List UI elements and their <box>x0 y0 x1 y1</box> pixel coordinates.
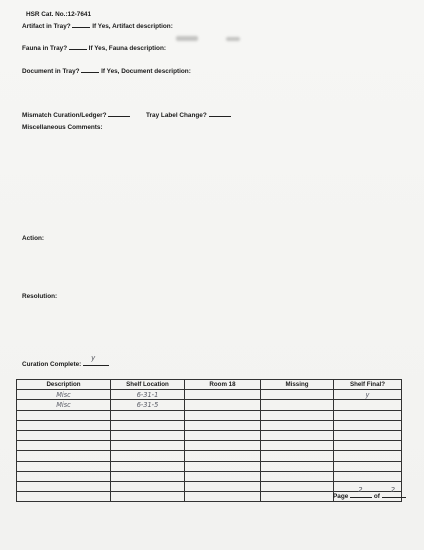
cell-shelf-location[interactable] <box>111 492 185 502</box>
resolution-label: Resolution: <box>22 293 58 300</box>
cell-missing[interactable] <box>261 481 334 491</box>
document-label: Document in Tray? <box>22 68 80 75</box>
cell-missing[interactable] <box>261 441 334 451</box>
cell-shelf-final[interactable] <box>334 430 402 440</box>
page-number-blank <box>350 486 372 498</box>
cell-description[interactable] <box>17 481 111 491</box>
cell-shelf-location[interactable] <box>111 481 185 491</box>
column-header-shelf-location: Shelf Location <box>111 380 185 390</box>
artifact-answer-blank[interactable] <box>72 21 90 28</box>
table-row <box>17 420 402 430</box>
tray-label-row <box>146 110 231 119</box>
curation-complete-label: Curation Complete: <box>22 361 82 368</box>
cell-shelf-location[interactable] <box>111 471 185 481</box>
fauna-row <box>22 43 166 52</box>
mismatch-answer-blank[interactable] <box>108 110 130 117</box>
cell-missing[interactable] <box>261 451 334 461</box>
table-row <box>17 451 402 461</box>
column-header-description: Description <box>17 380 111 390</box>
mismatch-row <box>22 110 130 119</box>
cell-shelf-final[interactable] <box>334 410 402 420</box>
cell-shelf-location[interactable] <box>111 420 185 430</box>
cell-missing[interactable] <box>261 400 334 410</box>
cell-missing[interactable] <box>261 410 334 420</box>
cell-room-18[interactable] <box>185 430 261 440</box>
cell-room-18[interactable] <box>185 481 261 491</box>
cell-missing[interactable] <box>261 420 334 430</box>
artifact-label: Artifact in Tray? <box>22 23 71 30</box>
cell-shelf-location[interactable]: 6-31-5 <box>111 400 185 410</box>
column-header-room-18: Room 18 <box>185 380 261 390</box>
cell-description[interactable]: Misc <box>17 390 111 400</box>
page-number-value: 2 <box>358 486 363 494</box>
cell-room-18[interactable] <box>185 400 261 410</box>
of-label: of <box>373 493 380 500</box>
cell-shelf-final[interactable] <box>334 451 402 461</box>
curation-complete-blank[interactable] <box>83 354 109 366</box>
action-label: Action: <box>22 235 45 242</box>
table-row <box>17 400 402 410</box>
catalog-number-label: HSR Cat. No.: <box>26 11 68 18</box>
cell-shelf-location[interactable] <box>111 461 185 471</box>
cell-room-18[interactable] <box>185 390 261 400</box>
cell-room-18[interactable] <box>185 420 261 430</box>
page-number <box>333 486 406 500</box>
page-label: Page <box>333 493 349 500</box>
column-header-shelf-final: Shelf Final? <box>334 380 402 390</box>
inventory-table <box>16 379 402 502</box>
misc-comments-label: Miscellaneous Comments: <box>22 124 103 131</box>
fauna-description-label: If Yes, Fauna description: <box>88 45 166 52</box>
table-header-row <box>17 380 402 390</box>
cell-description[interactable] <box>17 441 111 451</box>
scan-smudge <box>226 37 240 41</box>
tray-label-change-label: Tray Label Change? <box>146 112 207 119</box>
cell-shelf-final[interactable]: y <box>334 390 402 400</box>
cell-shelf-final[interactable] <box>334 441 402 451</box>
table-row <box>17 410 402 420</box>
cell-description[interactable]: Misc <box>17 400 111 410</box>
table-row <box>17 390 402 400</box>
fauna-label: Fauna in Tray? <box>22 45 68 52</box>
cell-shelf-location[interactable] <box>111 410 185 420</box>
cell-description[interactable] <box>17 451 111 461</box>
cell-missing[interactable] <box>261 492 334 502</box>
column-header-missing: Missing <box>261 380 334 390</box>
cell-description[interactable] <box>17 420 111 430</box>
curation-complete-value: y <box>91 354 96 362</box>
cell-room-18[interactable] <box>185 471 261 481</box>
cell-shelf-location[interactable] <box>111 441 185 451</box>
scan-smudge <box>176 36 198 41</box>
artifact-description-label: If Yes, Artifact description: <box>92 23 173 30</box>
table-row <box>17 430 402 440</box>
document-answer-blank[interactable] <box>81 66 99 73</box>
cell-missing[interactable] <box>261 471 334 481</box>
cell-description[interactable] <box>17 471 111 481</box>
cell-description[interactable] <box>17 430 111 440</box>
document-description-label: If Yes, Document description: <box>101 68 191 75</box>
cell-description[interactable] <box>17 461 111 471</box>
cell-shelf-final[interactable] <box>334 400 402 410</box>
cell-missing[interactable] <box>261 430 334 440</box>
cell-room-18[interactable] <box>185 492 261 502</box>
table-row <box>17 471 402 481</box>
table-row <box>17 461 402 471</box>
cell-shelf-final[interactable] <box>334 471 402 481</box>
cell-room-18[interactable] <box>185 410 261 420</box>
cell-shelf-location[interactable] <box>111 451 185 461</box>
cell-room-18[interactable] <box>185 451 261 461</box>
cell-shelf-location[interactable]: 6-31-1 <box>111 390 185 400</box>
cell-missing[interactable] <box>261 461 334 471</box>
cell-description[interactable] <box>17 492 111 502</box>
table-row <box>17 441 402 451</box>
artifact-row <box>22 21 173 30</box>
tray-label-answer-blank[interactable] <box>209 110 231 117</box>
fauna-answer-blank[interactable] <box>69 43 87 50</box>
cell-room-18[interactable] <box>185 441 261 451</box>
catalog-number-value: 12-7641 <box>67 11 92 18</box>
cell-missing[interactable] <box>261 390 334 400</box>
total-pages-value: 2 <box>390 486 396 494</box>
catalog-number-row <box>26 11 91 18</box>
curation-complete-row <box>22 354 109 368</box>
mismatch-label: Mismatch Curation/Ledger? <box>22 112 107 119</box>
cell-shelf-final[interactable] <box>334 461 402 471</box>
cell-shelf-location[interactable] <box>111 430 185 440</box>
document-row <box>22 66 191 75</box>
cell-description[interactable] <box>17 410 111 420</box>
cell-room-18[interactable] <box>185 461 261 471</box>
total-pages-blank <box>382 486 406 498</box>
cell-shelf-final[interactable] <box>334 420 402 430</box>
